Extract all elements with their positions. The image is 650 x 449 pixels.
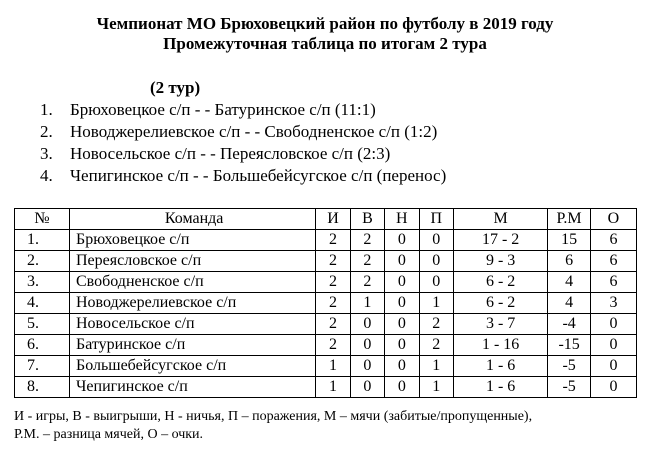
cell-losses: 2 <box>419 314 453 335</box>
cell-goals: 1 - 16 <box>453 335 547 356</box>
cell-points: 0 <box>590 335 636 356</box>
match-number: 4. <box>40 166 53 185</box>
cell-goals: 6 - 2 <box>453 293 547 314</box>
cell-points: 0 <box>590 377 636 398</box>
cell-row-number: 3. <box>15 272 70 293</box>
header-goals: М <box>453 209 547 230</box>
cell-draws: 0 <box>385 335 419 356</box>
match-item <box>40 165 446 187</box>
cell-wins: 0 <box>350 356 384 377</box>
cell-team-name: Переясловское с/п <box>70 251 316 272</box>
cell-row-number: 4. <box>15 293 70 314</box>
cell-games: 2 <box>316 230 350 251</box>
cell-draws: 0 <box>385 356 419 377</box>
cell-games: 1 <box>316 377 350 398</box>
cell-goals: 6 - 2 <box>453 272 547 293</box>
round-label: (2 тур) <box>150 78 201 97</box>
cell-losses: 0 <box>419 230 453 251</box>
cell-losses: 0 <box>419 272 453 293</box>
cell-points: 6 <box>590 230 636 251</box>
cell-goal-difference: 4 <box>548 293 591 314</box>
header-team: Команда <box>70 209 316 230</box>
table-row <box>15 377 637 398</box>
cell-goals: 3 - 7 <box>453 314 547 335</box>
header-number: № <box>15 209 70 230</box>
match-number: 3. <box>40 144 53 163</box>
match-text: Новоджерелиевское с/п - - Свободненское с/п (1:2) <box>70 122 438 141</box>
match-text: Брюховецкое с/п - - Батуринское с/п (11:1) <box>70 100 376 119</box>
cell-games: 2 <box>316 314 350 335</box>
table-row <box>15 230 637 251</box>
cell-team-name: Новоджерелиевское с/п <box>70 293 316 314</box>
page-title: Чемпионат МО Брюховецкий район по футболу в 2019 году <box>96 14 554 33</box>
match-text: Новосельское с/п - - Переясловское с/п (2:3) <box>70 144 391 163</box>
cell-losses: 1 <box>419 293 453 314</box>
cell-goals: 17 - 2 <box>453 230 547 251</box>
cell-wins: 2 <box>350 251 384 272</box>
table-row <box>15 314 637 335</box>
header-wins: В <box>350 209 384 230</box>
table-row <box>15 335 637 356</box>
cell-losses: 1 <box>419 377 453 398</box>
cell-wins: 2 <box>350 272 384 293</box>
standings-table <box>14 208 637 398</box>
cell-team-name: Батуринское с/п <box>70 335 316 356</box>
table-header-row <box>15 209 637 230</box>
header-draws: Н <box>385 209 419 230</box>
table-row <box>15 251 637 272</box>
cell-row-number: 2. <box>15 251 70 272</box>
cell-team-name: Брюховецкое с/п <box>70 230 316 251</box>
cell-games: 1 <box>316 356 350 377</box>
cell-team-name: Чепигинское с/п <box>70 377 316 398</box>
cell-draws: 0 <box>385 230 419 251</box>
cell-goal-difference: 4 <box>548 272 591 293</box>
match-number: 1. <box>40 100 53 119</box>
match-item <box>40 121 446 143</box>
cell-wins: 0 <box>350 377 384 398</box>
table-row <box>15 356 637 377</box>
cell-goal-difference: 6 <box>548 251 591 272</box>
cell-wins: 2 <box>350 230 384 251</box>
cell-wins: 1 <box>350 293 384 314</box>
cell-goals: 9 - 3 <box>453 251 547 272</box>
page-subtitle: Промежуточная таблица по итогам 2 тура <box>163 34 487 53</box>
match-results-list <box>40 99 446 187</box>
legend <box>14 408 644 444</box>
cell-row-number: 6. <box>15 335 70 356</box>
cell-draws: 0 <box>385 377 419 398</box>
cell-goal-difference: 15 <box>548 230 591 251</box>
cell-goal-difference: -5 <box>548 356 591 377</box>
legend-line-2: Р.М. – разница мячей, О – очки. <box>14 427 204 442</box>
cell-points: 3 <box>590 293 636 314</box>
cell-points: 6 <box>590 251 636 272</box>
match-item <box>40 143 446 165</box>
cell-goal-difference: -15 <box>548 335 591 356</box>
cell-games: 2 <box>316 272 350 293</box>
cell-points: 0 <box>590 314 636 335</box>
cell-losses: 1 <box>419 356 453 377</box>
cell-goal-difference: -5 <box>548 377 591 398</box>
cell-row-number: 1. <box>15 230 70 251</box>
cell-games: 2 <box>316 251 350 272</box>
cell-draws: 0 <box>385 251 419 272</box>
cell-draws: 0 <box>385 314 419 335</box>
cell-row-number: 5. <box>15 314 70 335</box>
legend-line-1: И - игры, В - выигрыши, Н - ничья, П – поражения, М – мячи (забитые/пропущенные), <box>14 409 533 424</box>
cell-losses: 2 <box>419 335 453 356</box>
table-row <box>15 293 637 314</box>
match-text: Чепигинское с/п - - Большебейсугское с/п (перенос) <box>70 166 447 185</box>
header-goal-difference: Р.М <box>548 209 591 230</box>
match-item <box>40 99 446 121</box>
cell-row-number: 8. <box>15 377 70 398</box>
cell-draws: 0 <box>385 293 419 314</box>
cell-wins: 0 <box>350 335 384 356</box>
cell-points: 6 <box>590 272 636 293</box>
cell-goal-difference: -4 <box>548 314 591 335</box>
cell-losses: 0 <box>419 251 453 272</box>
cell-wins: 0 <box>350 314 384 335</box>
cell-row-number: 7. <box>15 356 70 377</box>
match-number: 2. <box>40 122 53 141</box>
cell-points: 0 <box>590 356 636 377</box>
cell-goals: 1 - 6 <box>453 377 547 398</box>
cell-draws: 0 <box>385 272 419 293</box>
header-points: О <box>590 209 636 230</box>
cell-games: 2 <box>316 335 350 356</box>
cell-team-name: Большебейсугское с/п <box>70 356 316 377</box>
header-games: И <box>316 209 350 230</box>
cell-goals: 1 - 6 <box>453 356 547 377</box>
table-row <box>15 272 637 293</box>
cell-games: 2 <box>316 293 350 314</box>
cell-team-name: Свободненское с/п <box>70 272 316 293</box>
header-losses: П <box>419 209 453 230</box>
cell-team-name: Новосельское с/п <box>70 314 316 335</box>
